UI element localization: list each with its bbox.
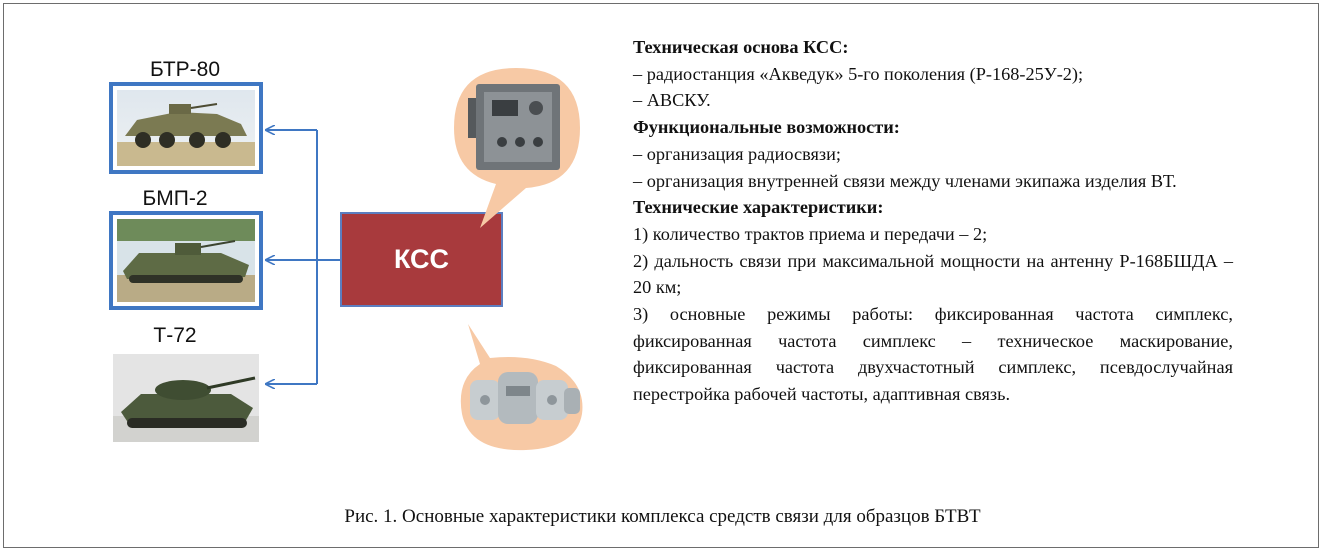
bmp2-photo bbox=[109, 211, 263, 310]
t72-image bbox=[113, 354, 259, 442]
description-line: 3) основные режимы работы: фиксированная частота симплекс, фиксированная частота симплекс – техническое маскирование, фиксированная частота двухчастотный симплекс, псевдослучайная перестройка рабочей частоты, адаптивная связь. bbox=[633, 304, 1233, 405]
description-line: – АВСКУ. bbox=[633, 90, 711, 111]
t72-label: Т-72 bbox=[153, 324, 197, 347]
heading-technical-basis: Техническая основа КСС: bbox=[633, 37, 849, 57]
btr80-image bbox=[117, 90, 255, 166]
heading-functional-capabilities: Функциональные возможности: bbox=[633, 117, 900, 138]
avsku-bubble bbox=[440, 318, 600, 458]
btr80-photo bbox=[109, 82, 263, 174]
description-line: – организация внутренней связи между членами экипажа изделия ВТ. bbox=[633, 170, 1177, 191]
t72-photo bbox=[109, 350, 263, 446]
heading-technical-characteristics: Технические характеристики: bbox=[633, 197, 884, 218]
bmp2-image bbox=[117, 219, 255, 302]
description-block bbox=[633, 34, 1233, 408]
kss-box: КСС bbox=[340, 212, 503, 307]
figure-caption: Рис. 1. Основные характеристики комплекса средств связи для образцов БТВТ bbox=[344, 506, 981, 527]
bmp2-label: БМП-2 bbox=[142, 187, 208, 210]
description-line: 1) количество трактов приема и передачи – 2; bbox=[633, 223, 988, 244]
btr80-label: БТР-80 bbox=[149, 58, 221, 81]
description-line: 2) дальность связи при максимальной мощности на антенну Р-168БШДА – 20 км; bbox=[633, 250, 1233, 298]
description-line: – организация радиосвязи; bbox=[633, 143, 841, 164]
description-line: – радиостанция «Акведук» 5-го поколения (Р-168-25У-2); bbox=[633, 63, 1084, 84]
radio-station-image bbox=[468, 84, 560, 170]
radio-station-bubble bbox=[440, 58, 590, 238]
